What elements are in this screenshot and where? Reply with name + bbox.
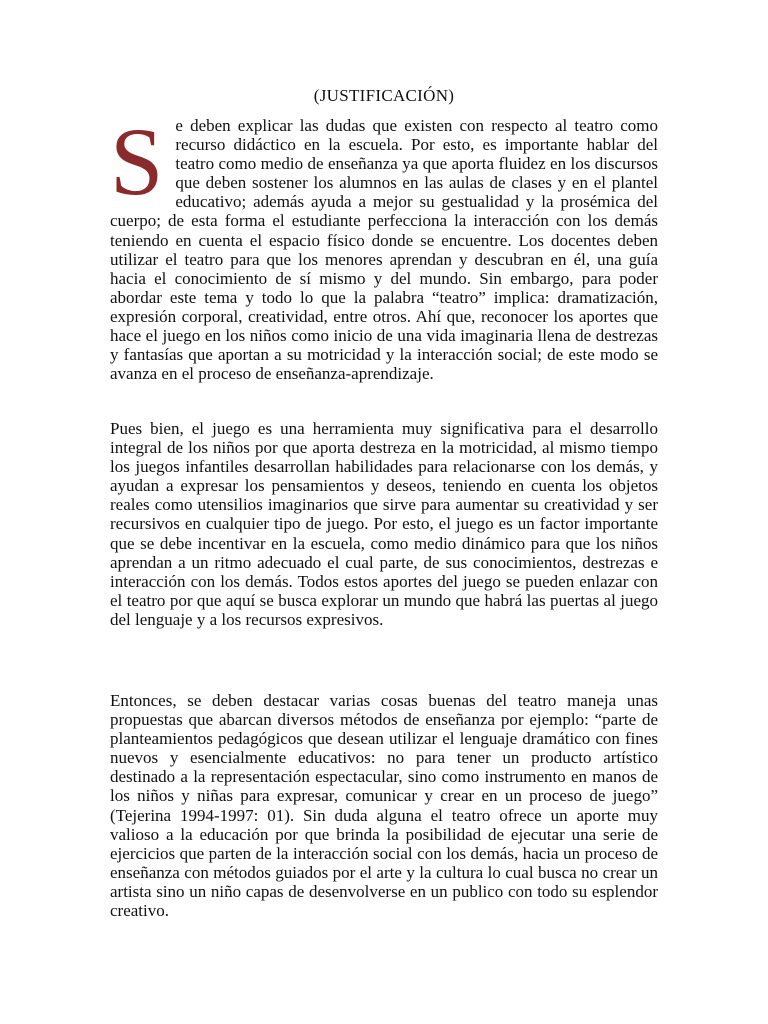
paragraph-1 (110, 108, 658, 384)
paragraph-2-block (110, 419, 658, 629)
paragraph-1-text: e deben explicar las dudas que existen con respecto al teatro como recurso didáctico en la escuela. Por esto, es importante hablar del teatro como medio de enseñanza ya que aporta fluidez en los discursos que deben sostener los alumnos en las aulas de clases y en el plantel educativo; además ayuda a mejor su gestualidad y la prosémica del cuerpo; de esta forma el estudiante perfecciona la interacción con los demás teniendo en cuenta el espacio físico donde se encuentre. Los docentes deben utilizar el teatro para que los menores aprendan y descubran en él, una guía hacia el conocimiento de sí mismo y del mundo. Sin embargo, para poder abordar este tema y todo lo que la palabra “teatro” implica: dramatización, expresión corporal, creatividad, entre otros. Ahí que, reconocer los aportes que hace el juego en los niños como inicio de una vida imaginaria llena de destrezas y fantasías que aportan a su motricidad y la interacción social; de este modo se avanza en el proceso de enseñanza-aprendizaje. (110, 116, 658, 384)
paragraph-2: Pues bien, el juego es una herramienta muy significativa para el desarrollo integral de los niños por que aporta destreza en la motricidad, al mismo tiempo los juegos infantiles desarrollan habilidades para relacionarse con los demás, y ayudan a expresar los pensamientos y deseos, teniendo en cuenta los objetos reales como utensilios imaginarios que sirve para aumentar su creatividad y ser recursivos en cualquier tipo de juego. Por esto, el juego es un factor importante que se debe incentivar en la escuela, como medio dinámico para que los niños aprendan a un ritmo adecuado el cual parte, de sus conocimientos, destrezas e interacción con los demás. Todos estos aportes del juego se pueden enlazar con el teatro por que aquí se busca explorar un mundo que habrá las puertas al juego del lenguaje y a los recursos expresivos. (110, 419, 658, 629)
paragraph-3-block (110, 691, 658, 920)
paragraph-3: Entonces, se deben destacar varias cosas buenas del teatro maneja unas propuestas que abarcan diversos métodos de enseñanza por ejemplo: “parte de planteamientos pedagógicos que desean utilizar el lenguaje dramático con fines nuevos y esencialmente educativos: no para tener un producto artístico destinado a la representación espectacular, sino como instrumento en manos de los niños y niñas para expresar, comunicar y crear en un proceso de juego” (Tejerina 1994-1997: 01). Sin duda alguna el teatro ofrece un aporte muy valioso a la educación por que brinda la posibilidad de ejecutar una serie de ejercicios que parten de la interacción social con los demás, hacia un proceso de enseñanza con métodos guiados por el arte y la cultura lo cual busca no crear un artista sino un niño capas de desenvolverse en un publico con todo su esplendor creativo. (110, 691, 658, 921)
drop-cap-letter: S (110, 108, 164, 215)
paragraph-1-block (110, 108, 658, 384)
document-title: (JUSTIFICACIÓN) (313, 86, 455, 105)
